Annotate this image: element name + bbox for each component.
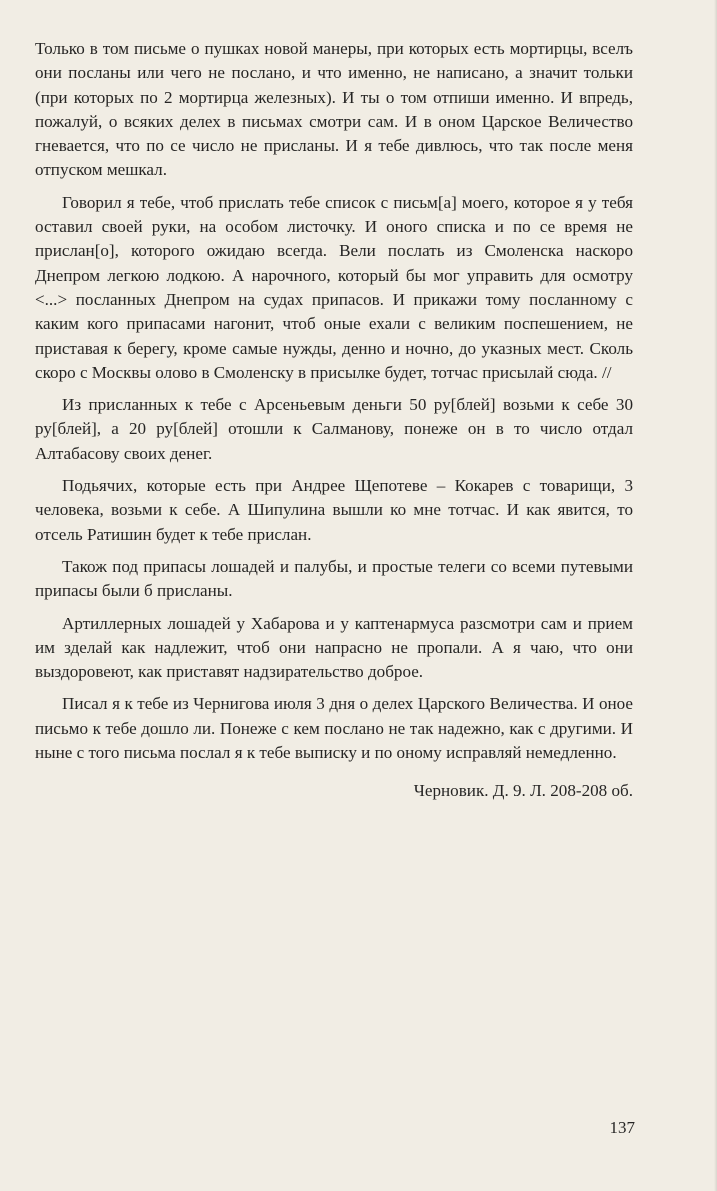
paragraph-2: Говорил я тебе, чтоб прислать тебе список с письм[а] моего, которое я у тебя оставил своей руки, на особом листочку. И оного списка и по се время не прислан[о], которого ожидаю всегда. Вели послать из Смоленска наскоро Днепром легкою лодкою. А нарочного, который бы мог управить для осмотру <...> посланных Днепром на судах припасов. И прикажи тому посланному с каким кого припасами нагонит, чтоб оные ехали с великим поспешением, не приставая к берегу, кроме самые нужды, денно и ночно, до указных мест. Сколь скоро с Москвы олово в Смоленску в присылке будет, тотчас присылай сюда. // (35, 192, 633, 382)
paragraph-5: Також под припасы лошадей и палубы, и простые телеги со всеми путевыми припасы были б присланы. (35, 556, 633, 601)
source-reference: Черновик. Д. 9. Л. 208-208 об. (413, 781, 633, 801)
page-body (35, 37, 633, 803)
paragraph-6: Артиллерных лошадей у Хабарова и у каптенармуса разсмотри сам и прием им зделай как надлежит, чтоб они напрасно не пропали. А я чаю, что они выздоровеют, как приставят надзирательство доброе. (35, 613, 633, 682)
paragraph-7: Писал я к тебе из Чернигова июля 3 дня о делех Царского Величества. И оное письмо к тебе дошло ли. Понеже с кем послано не так надежно, как с другими. И ныне с того письма послал я к тебе выписку и по оному исправляй немедленно. (35, 694, 633, 763)
paragraph-1: Только в том письме о пушках новой манеры, при которых есть мортирцы, вселъ они посланы или чего не послано, и что именно, не написано, а значит тольки (при которых по 2 мортирца железных). И ты о том отпиши именно. И впредь, пожалуй, о всяких делех в письмах смотри сам. И в оном Царское Величество гневается, что по се число не присланы. И я тебе дивлюсь, что так после меня отпуском мешкал. (35, 39, 633, 180)
paragraph-4: Подьячих, которые есть при Андрее Щепотеве – Кокарев с товарищи, 3 человека, возьми к себе. А Шипулина вышли ко мне тотчас. И как явится, то отсель Ратишин будет к тебе прислан. (35, 476, 633, 544)
paragraph-3: Из присланных к тебе с Арсеньевым деньги 50 ру[блей] возьми к себе 30 ру[блей], а 20 ру[блей] отошли к Салманову, понеже он в то число отдал Алтабасову своих денег. (35, 395, 633, 463)
page-number: 137 (609, 1118, 635, 1137)
